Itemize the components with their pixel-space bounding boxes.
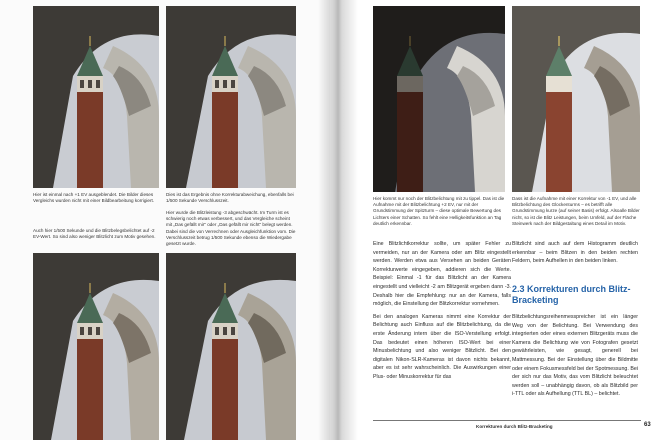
section-heading xyxy=(512,284,638,306)
caption-6: Dass ist die Aufnahme mit einer Korrektur von -1 EV, und alle Blitzbelichtung des Glockenturms – es betrifft alle Grundstimmung kurze (auf seiner Basis) erfolgt. Alsoalle Bilder nicht, so ist die Blitz Leistungen, beim Umfeld, auf der Fläche Steinwerk nach der Bildgestaltung eines Detail im Motiv. xyxy=(512,196,640,226)
body-left-column xyxy=(373,240,511,386)
body-paragraph-2: Bei den analogen Kameras nimmt eine Korrektur der Belichtung auch Einfluss auf die Blitzbelichtung, da die erste Änderung intern über die ISO-Verstellung erfolgt. Das bedeutet einen höheren ISO-Wert bei einer Minusbelichtung und also weniger Blitzlicht. Bei den digitalen Nikon-SLR-Kameras ist davon nichts bekannt, aber es ist sehr wahrscheinlich. Die Auswirkungen einer Plus- oder Minuskorrektur für das xyxy=(373,313,511,380)
body-right-column: Blitzbelichtungsreihenmesspreicher ist ein länger Weg von der Belichtung. Bei Verwendung des integrierten oder eines externen Blitzgeräts muss die Kamera die Belichtung wie von Fotografen gesetzt gewährleisten, wie gesagt, generell bei Mattmessung. Bei der Einstellung über die Bildmitte oder einem Fokusmessfeld bei der Spotmessung. Bei der sich nur das Motiv, das vom Blitzlicht beleuchtet werden soll – unabhängig davon, ob als Blitzbild per i-TTL oder als Aufhellung (TTL BL) – belichtet. xyxy=(512,314,638,398)
photo-tower-bright xyxy=(512,6,640,192)
left-page xyxy=(0,0,330,440)
caption-2b: Hier wurde die Blitzleistung -3 abgeschwächt. Im Turm ist es schwierig noch etwas verbessert, und das Vergleiche scheint mit „Das gefällt mir" oder „Das gefällt mir nicht" belegt werden. Dabei sind die von Verrechnen oder Ausgleichfunktion vom. Die Verschlusszeit betrug 1/500 Sekunde ebenso die Wiedergabe gesetzt wurde. xyxy=(166,210,296,247)
photo-tower-normal-3 xyxy=(33,253,159,440)
caption-2a: Dies ist das Ergebnis ohne Korrekturabweichung, ebenfalls bei 1/500 Sekunde Verschlusszeit. xyxy=(166,192,294,204)
photo-tower-dark xyxy=(373,6,505,192)
caption-1b: Auch hier 1/500 Sekunde und die Blitzbelegsbelichtet auf -2 EV-Wert. So sind also weniger Blitzlicht zum Motiv gesehen. xyxy=(33,228,156,240)
photo-tower-normal-4 xyxy=(166,253,296,440)
caption-1a: Hier ist einmal nach +1 EV ausgeblendet. Die Bilder dieses Vergleichs wurden nicht mit einer Bildbearbeitung korrigiert. xyxy=(33,192,155,204)
body-paragraph-1: Eine Blitzlichtkorrektur sollte, um später Fehler zu vermeiden, nur an der Kamera oder am Blitz eingestellt werden. Werden etwa aus Versehen an beiden Geräten Korrekturwerte eingegeben, addieren sich die Werte. Beispiel: Einmal -1 für das Blitzlicht an der Kamera eingestellt und vielleicht -2 am Blitzgerät ergeben dann -3. Deshalb hier die Empfehlung: nur an der Kamera, falls möglich, die Einstellung der Blitzkorrektur vornehmen. xyxy=(373,241,511,308)
photo-tower-normal-2 xyxy=(166,6,296,188)
body-right-top: Blitzlicht sind auch auf dem Histogramm deutlich erkennbar – beim Blitzen in den beiden rechten Feldern, beim Aufhellen in den beiden linken. xyxy=(512,241,638,265)
caption-5: Hier kommt nur noch der Blitzbelichtung mit zu tippel. Das ist die Aufnahme mit der Blitzbelichtung +2 EV, nur mit der Grundstimmung der Spitzturm – diese optimale Bewertung des Lichters einer Schatten. So fehlt eine Helligkeitsfunktion an Tag deutlich erkennbar. xyxy=(373,196,505,226)
book-gutter-shadow xyxy=(318,0,358,440)
right-page xyxy=(330,0,668,440)
photo-tower-normal-1 xyxy=(33,6,159,188)
running-head: Korrekturen durch Blitz-Bracketing xyxy=(476,424,553,429)
section-number: 2.3 xyxy=(512,284,525,294)
section-title: Korrekturen durch Blitz-Bracketing xyxy=(512,284,631,305)
footer-rule xyxy=(373,420,641,421)
page-number: 63 xyxy=(644,422,651,428)
